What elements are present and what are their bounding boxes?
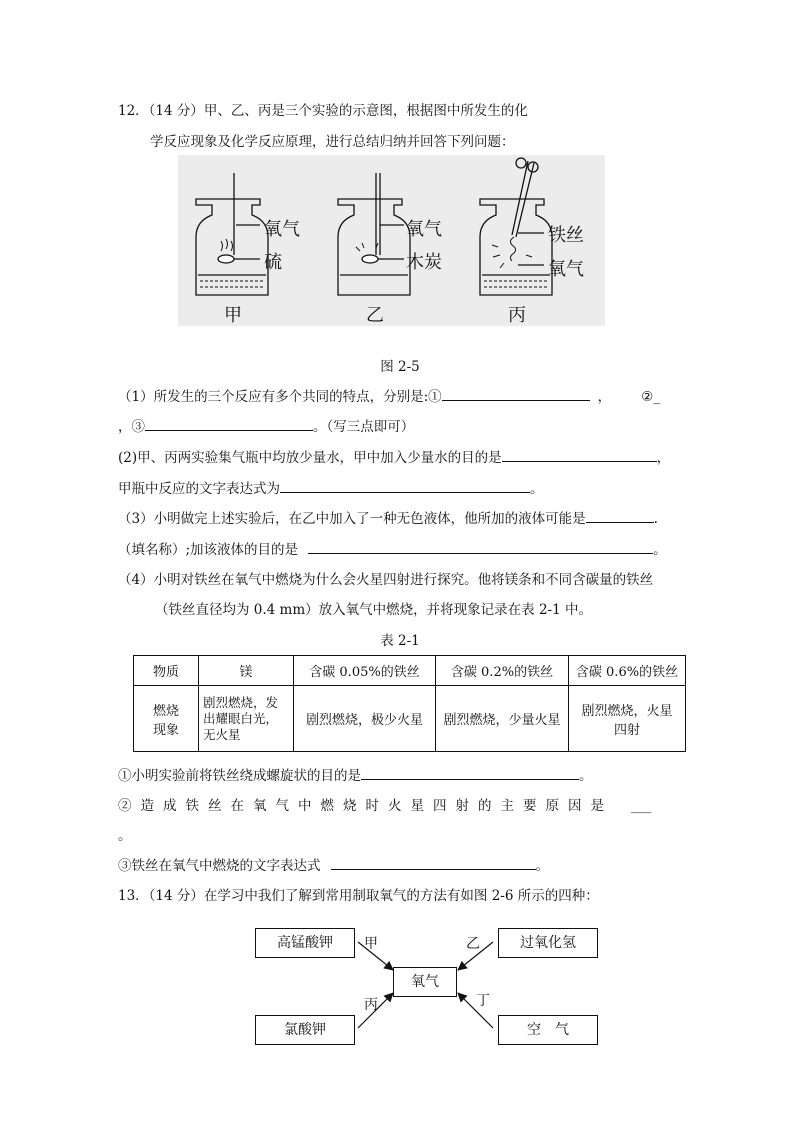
table-cell-c02: 剧烈燃烧，少量火星 xyxy=(436,686,569,752)
q12-sub1: ①小明实验前将铁丝绕成螺旋状的目的是 。 xyxy=(118,764,593,784)
jar1-label-sulfur: 硫 xyxy=(264,252,282,273)
jar3-label-iron-wire: 铁丝 xyxy=(548,225,584,246)
q12-part4-line2: （铁丝直径均为 0.4 mm）放入氧气中燃烧，并将现象记录在表 2-1 中。 xyxy=(155,602,592,618)
jar-label-jia: 甲 xyxy=(224,305,242,326)
label-jia: 甲 xyxy=(364,936,378,952)
jar-yi xyxy=(338,173,410,295)
table-cell-c005: 剧烈燃烧，极少火星 xyxy=(294,686,436,752)
box-potassium-permanganate: 高锰酸钾 xyxy=(255,928,355,958)
figure-2-6 xyxy=(250,920,600,1055)
q12-sub2-end: 。 xyxy=(118,828,132,844)
q12-sub3: ③铁丝在氧气中燃烧的文字表达式 。 xyxy=(118,854,549,874)
table-header-cell: 含碳 0.6%的铁丝 xyxy=(569,656,686,686)
table-header-cell: 镁 xyxy=(199,656,294,686)
table-header-cell: 含碳 0.2%的铁丝 xyxy=(436,656,569,686)
figure-2-5 xyxy=(178,155,605,326)
table-header-cell: 物质 xyxy=(134,656,199,686)
jar2-label-charcoal: 木炭 xyxy=(406,252,442,273)
q12-part2-line1: (2)甲、丙两实验集气瓶中均放少量水，甲中加入少量水的目的是 ， xyxy=(118,446,670,466)
table-cell-mg: 剧烈燃烧，发 出耀眼白光， 无火星 xyxy=(199,686,294,752)
q13-header: 13．（14 分）在学习中我们了解到常用制取氧气的方法有如图 2-6 所示的四种： xyxy=(118,888,599,904)
table-row xyxy=(134,686,686,752)
jar1-label-oxygen: 氧气 xyxy=(264,219,300,240)
jar-bing xyxy=(480,158,552,295)
answer-blank-spiral[interactable] xyxy=(361,765,579,780)
q12-part3-line2: （填名称）;加该液体的目的是 。 xyxy=(118,538,667,558)
table-cell-c06: 剧烈燃烧，火星 四射 xyxy=(569,686,686,752)
jar3-label-oxygen: 氧气 xyxy=(548,259,584,280)
table-2-1 xyxy=(133,655,686,752)
answer-blank-iron-equation[interactable] xyxy=(331,855,536,870)
answer-blank-liquid-purpose[interactable] xyxy=(308,539,653,554)
box-oxygen: 氧气 xyxy=(393,967,457,997)
jars-illustration xyxy=(178,155,605,326)
box-potassium-chlorate: 氯酸钾 xyxy=(255,1015,355,1045)
jar-label-yi: 乙 xyxy=(366,305,384,326)
jar-label-bing: 丙 xyxy=(508,305,526,326)
table-header-cell: 含碳 0.05%的铁丝 xyxy=(294,656,436,686)
table-caption: 表 2-1 xyxy=(380,633,420,649)
q12-sub2: ②造成铁丝在氧气中燃烧时火星四射的主要原因是 ___ xyxy=(118,798,652,814)
box-hydrogen-peroxide: 过氧化氢 xyxy=(498,928,598,958)
q12-part1-line2: ，③ 。（写三点即可） xyxy=(118,415,414,435)
label-yi: 乙 xyxy=(466,936,480,952)
answer-blank-3[interactable] xyxy=(145,416,313,431)
answer-blank-equation-jia[interactable] xyxy=(280,478,530,493)
table-row-label: 燃烧 现象 xyxy=(134,686,199,752)
jar2-label-oxygen: 氧气 xyxy=(406,219,442,240)
q12-part2-line2: 甲瓶中反应的文字表达式为 。 xyxy=(118,477,544,497)
table-header-row xyxy=(134,656,686,686)
q12-header-line1: 12．（14 分）甲、乙、丙是三个实验的示意图，根据图中所发生的化 xyxy=(118,103,528,119)
box-air: 空 气 xyxy=(498,1015,598,1045)
q12-header-line2: 学反应现象及化学反应原理，进行总结归纳并回答下列问题： xyxy=(150,134,515,150)
answer-blank-water-purpose[interactable] xyxy=(502,447,657,462)
jar-jia xyxy=(196,173,268,295)
figure-caption: 图 2-5 xyxy=(380,359,420,375)
label-bing: 丙 xyxy=(364,997,378,1013)
q12-part3-line1: （3）小明做完上述实验后，在乙中加入了一种无色液体，他所加的液体可能是 . xyxy=(118,507,658,527)
answer-blank-liquid[interactable] xyxy=(586,508,654,523)
label-ding: 丁 xyxy=(476,993,490,1009)
answer-blank-1[interactable] xyxy=(442,386,590,401)
q12-part1-line1: （1）所发生的三个反应有多个共同的特点，分别是:① ， ②_ xyxy=(118,385,660,405)
q12-part4-line1: （4）小明对铁丝在氧气中燃烧为什么会火星四射进行探究。他将镁条和不同含碳量的铁丝 xyxy=(118,572,654,588)
